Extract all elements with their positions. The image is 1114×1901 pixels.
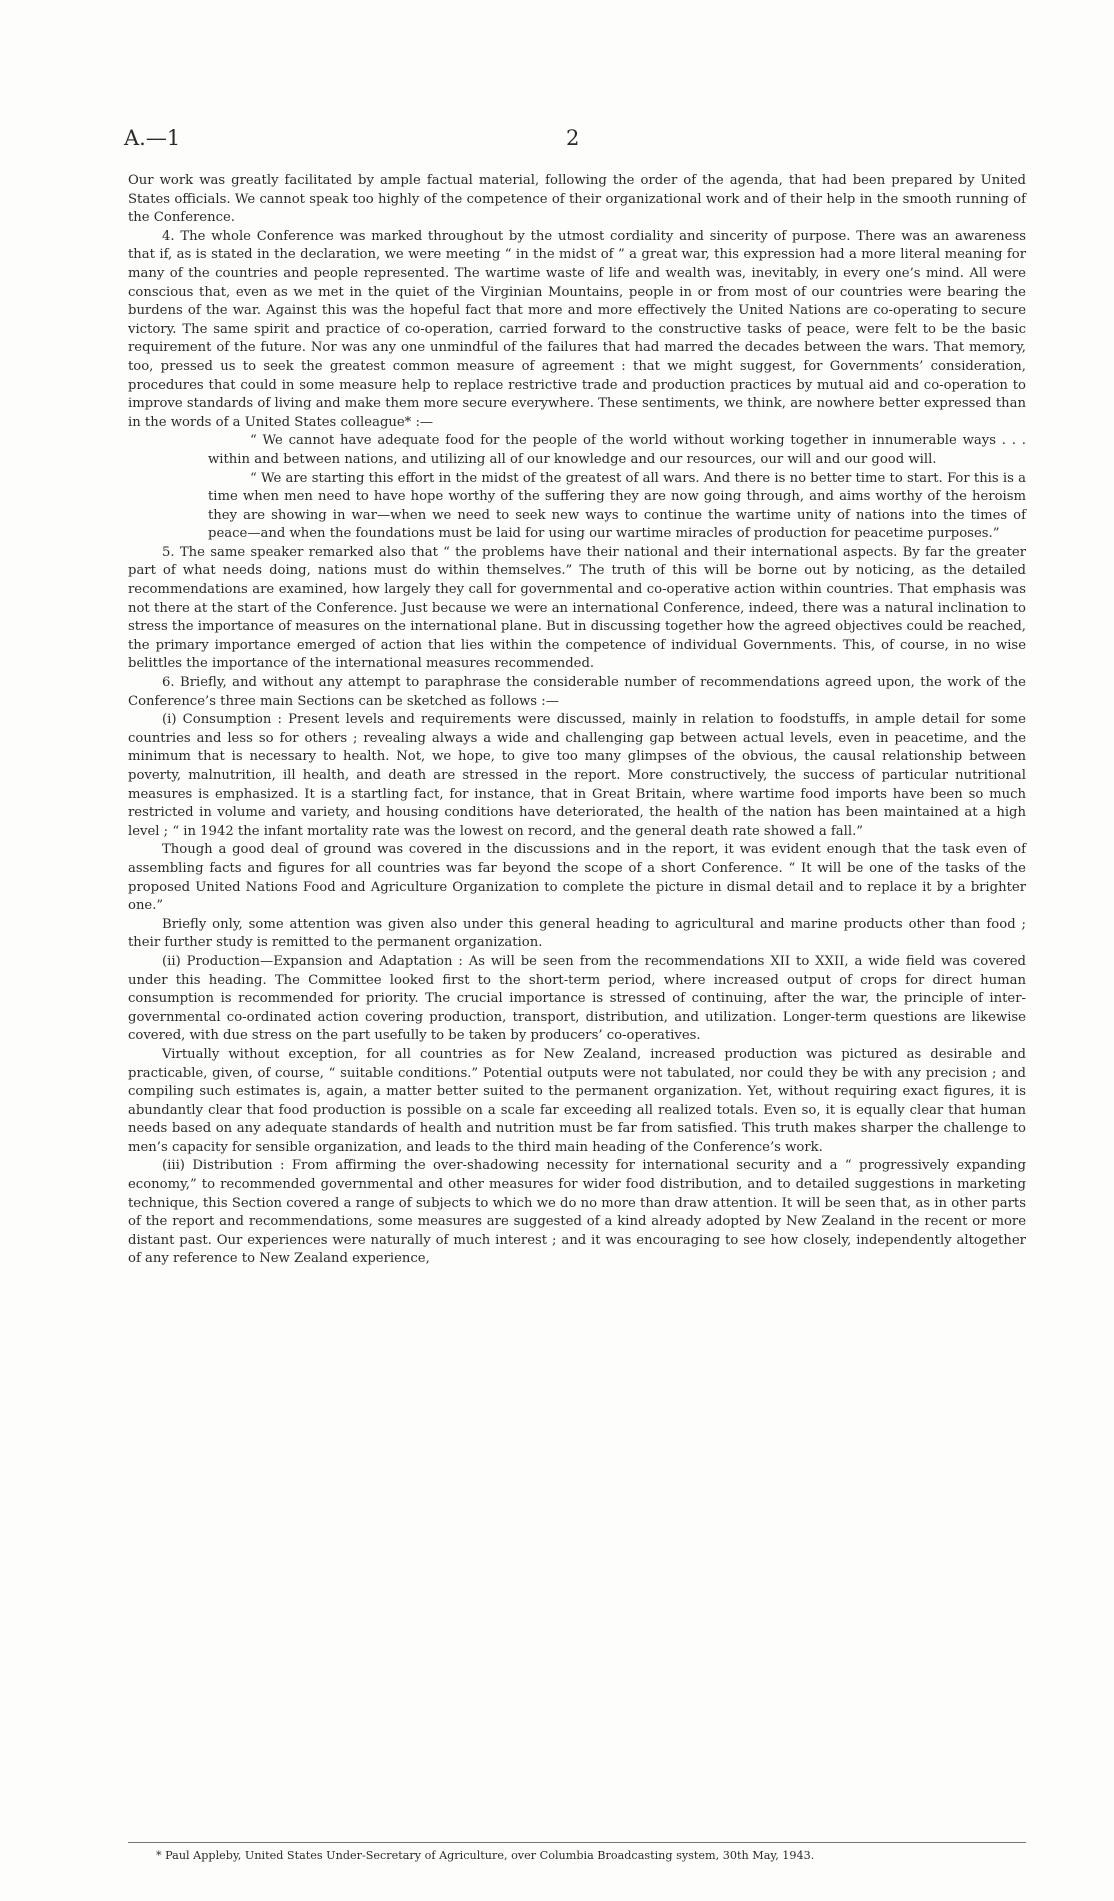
paragraph: 5. The same speaker remarked also that “ the problems have their national and their international aspects. By far the greater part of what needs doing, nations must do within themselves.” The truth of this will be borne out by noticing, as the detailed recommendations are examined, how largely they call for governmental and co-operative action within countries. That emphasis was not there at the start of the Conference. Just because we were an international Conference, indeed, there was a natural inclination to stress the importance of measures on the international plane. But in discussing together how the agreed objectives could be reached, the primary importance emerged of action that lies within the competence of individual Governments. This, of course, in no wise belittles the importance of the international measures recommended. xyxy=(128,544,1026,672)
paragraph: Though a good deal of ground was covered in the discussions and in the report, it was evident enough that the task even of assembling facts and figures for all countries was far beyond the scope of a short Conference. “ It will be one of the tasks of the proposed United Nations Food and Agriculture Organization to complete the picture in dismal detail and to replace it by a brighter one.” xyxy=(128,842,1026,914)
quotation: “ We are starting this effort in the midst of the greatest of all wars. And there is no better time to start. For this is a time when men need to have hope worthy of the suffering they are now going through, and aims worthy of the heroism they are showing in war—when we need to seek new ways to continue the wartime unity of nations into the times of peace—and when the foundations must be laid for using our wartime miracles of production for peacetime purposes.” xyxy=(208,470,1026,542)
paragraph: Virtually without exception, for all countries as for New Zealand, increased production was pictured as desirable and practicable, given, of course, “ suitable conditions.” Potential outputs were not tabulated, nor could they be with any precision ; and compiling such estimates is, again, a matter better suited to the permanent organization. Yet, without requiring exact figures, it is abundantly clear that food production is possible on a scale far exceeding all realized totals. Even so, it is equally clear that human needs based on any adequate standards of health and nutrition must be far from satisfied. This truth makes sharper the challenge to men’s capacity for sensible organization, and leads to the third main heading of the Conference’s work. xyxy=(128,1046,1026,1155)
paragraph: (iii) Distribution : From affirming the over-shadowing necessity for international security and a “ progressively expanding economy,” to recommended governmental and other measures for wider food distribution, and to detailed suggestions in marketing technique, this Section covered a range of subjects to which we do no more than draw attention. It will be seen that, as in other parts of the report and recommendations, some measures are suggested of a kind already adopted by New Zealand in the recent or more distant past. Our experiences were naturally of much interest ; and it was encouraging to see how closely, independently altogether of any reference to New Zealand experience, xyxy=(128,1158,1026,1267)
body-text xyxy=(128,172,1026,1269)
paragraph: Briefly only, some attention was given also under this general heading to agricultural and marine products other than food ; their further study is remitted to the permanent organization. xyxy=(128,916,1026,951)
paragraph: 6. Briefly, and without any attempt to paraphrase the considerable number of recommendations agreed upon, the work of the Conference’s three main Sections can be sketched as follows :— xyxy=(128,675,1026,709)
page-number: 2 xyxy=(566,126,580,150)
paragraph: Our work was greatly facilitated by ample factual material, following the order of the agenda, that had been prepared by United States officials. We cannot speak too highly of the competence of their organizational work and of their help in the smooth running of the Conference. xyxy=(128,173,1026,226)
document-reference: A.—1 xyxy=(124,126,181,150)
footnote: * Paul Appleby, United States Under-Secretary of Agriculture, over Columbia Broadcasting system, 30th May, 1943. xyxy=(156,1849,815,1862)
quotation: “ We cannot have adequate food for the people of the world without working together in innumerable ways . . . within and between nations, and utilizing all of our knowledge and our resources, our will and our good will. xyxy=(208,433,1026,467)
paragraph: 4. The whole Conference was marked throughout by the utmost cordiality and sincerity of purpose. There was an awareness that if, as is stated in the declaration, we were meeting “ in the midst of ” a great war, this expression had a more literal meaning for many of the countries and people represented. The wartime waste of life and wealth was, inevitably, in every one’s mind. All were conscious that, even as we met in the quiet of the Virginian Mountains, people in or from most of our countries were bearing the burdens of the war. Against this was the hopeful fact that more and more effectively the United Nations are co-operating to secure victory. The same spirit and practice of co-operation, carried forward to the constructive tasks of peace, were felt to be the basic requirement of the future. Nor was any one unmindful of the failures that had marred the decades between the wars. That memory, too, pressed us to seek the greatest common measure of agreement : that we might suggest, for Governments’ consideration, procedures that could in some measure help to replace restrictive trade and production practices by mutual aid and co-operation to improve standards of living and make them more secure everywhere. These sentiments, we think, are nowhere better expressed than in the words of a United States colleague* :— xyxy=(128,228,1026,430)
footnote-divider xyxy=(128,1842,1026,1843)
paragraph: (ii) Production—Expansion and Adaptation : As will be seen from the recommendations XII to XXII, a wide field was covered under this heading. The Committee looked first to the short-term period, where increased output of crops for direct human consumption is recommended for priority. The crucial importance is stressed of continuing, after the war, the principle of inter-governmental co-ordinated action covering production, transport, distribution, and utilization. Longer-term questions are likewise covered, with due stress on the part usefully to be taken by producers’ co-operatives. xyxy=(128,953,1026,1044)
paragraph: (i) Consumption : Present levels and requirements were discussed, mainly in relation to foodstuffs, in ample detail for some countries and less so for others ; revealing always a wide and challenging gap between actual levels, even in peacetime, and the minimum that is necessary to health. Not, we hope, to give too many glimpses of the obvious, the causal relationship between poverty, malnutrition, ill health, and death are stressed in the report. More constructively, the success of particular nutritional measures is emphasized. It is a startling fact, for instance, that in Great Britain, where wartime food imports have been so much restricted in volume and variety, and housing conditions have deteriorated, the health of the nation has been maintained at a high level ; “ in 1942 the infant mortality rate was the lowest on record, and the general death rate showed a fall.” xyxy=(128,712,1026,839)
